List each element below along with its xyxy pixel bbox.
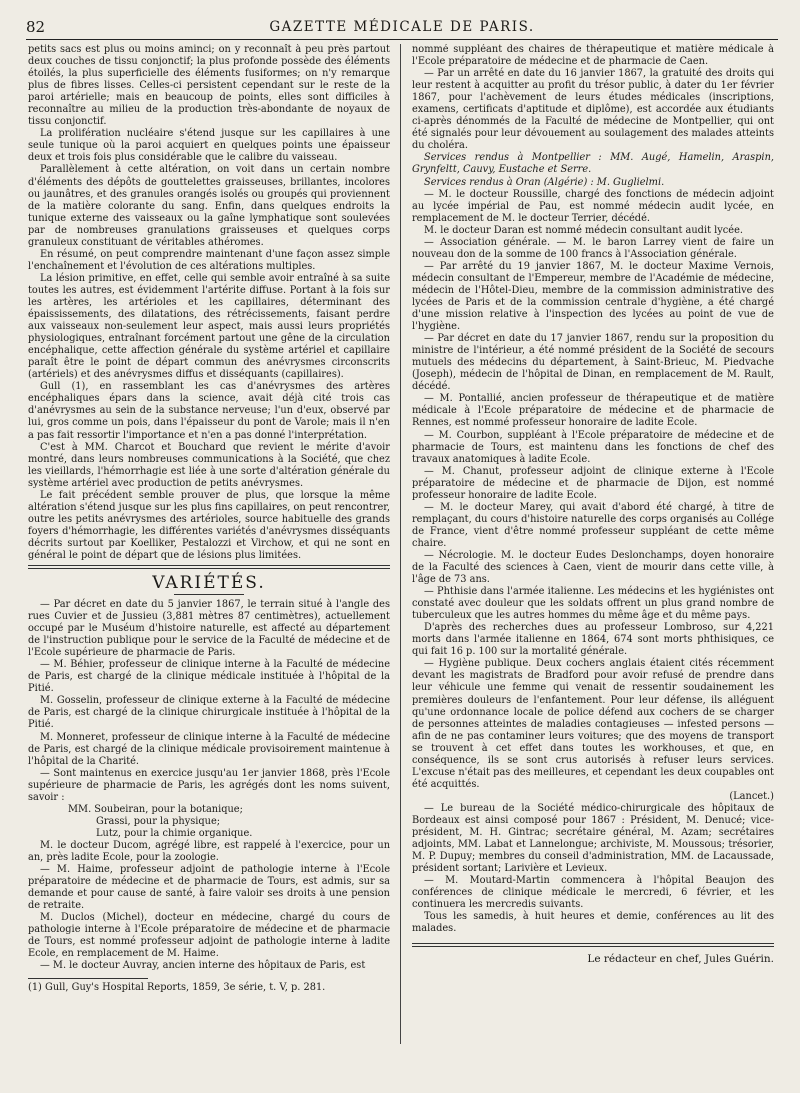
- paragraph: Gull (1), en rassemblant les cas d'anévrysmes des artères encéphaliques épars dans la science, avait déjà cité trois cas d'anévrysmes au sein de la substance nerveuse; l'un d'eux, observé par lui, gros comme un pois, dans l'épaisseur du pont de Varole; mais il n'en a pas fait ressortir l'importance et n'en a pas donné l'interprétation.: [28, 381, 390, 441]
- paragraph: — Phthisie dans l'armée italienne. Les médecins et les hygiénistes ont constaté avec douleur que les soldats offrent un plus grand nombre de tuberculeux que les autres hommes du même âge et du même pays.: [412, 586, 774, 622]
- paragraph: M. Monneret, professeur de clinique interne à la Faculté de médecine de Paris, est chargé de la clinique médicale provisoirement maintenue à l'hôpital de la Charité.: [28, 731, 390, 767]
- paragraph: — Par arrêté du 19 janvier 1867, M. le docteur Maxime Vernois, médecin consultant de l'Empereur, membre de l'Académie de médecine, médecin de l'Hôtel-Dieu, membre de la commission administrative des lycées de Paris et de la commission centrale d'hygiène, a été chargé d'une mission relative à l'inspection des lycées au point de vue de l'hygiène.: [412, 260, 774, 333]
- paragraph: La prolifération nucléaire s'étend jusque sur les capillaires à une seule tunique où la paroi acquiert en quelques points une épaisseur deux et trois fois plus considérable que le calibre du vaisseau.: [28, 128, 390, 164]
- footnote-rule: [28, 978, 148, 979]
- paragraph: nommé suppléant des chaires de thérapeutique et matière médicale à l'Ecole préparatoire de médecine et de pharmacie de Caen.: [412, 44, 774, 68]
- paragraph: Parallèlement à cette altération, on voit dans un certain nombre d'éléments des dépôts de gouttelettes graisseuses, brillantes, incolores ou jaunâtres, et des granules orangés isolés ou groupés qui proviennent de la matière colorante du sang. Enfin, dans quelques endroits la tunique externe des vaisseaux ou la gaîne lymphatique sont soulevées par de nombreuses granulations graisseuses et quelques corps granuleux constituant de véritables athéromes.: [28, 164, 390, 248]
- section-title-rule: [174, 594, 244, 595]
- paragraph: D'après des recherches dues au professeur Lombroso, sur 4,221 morts dans l'armée italienne en 1864, 674 sont morts phthisiques, ce qui fait 16 p. 100 sur la mortalité générale.: [412, 622, 774, 658]
- paragraph: Services rendus à Oran (Algérie) : M. Guglielmi.: [424, 176, 665, 188]
- right-column: [412, 44, 774, 1044]
- paragraph: petits sacs est plus ou moins aminci; on y reconnaît à peu près partout deux couches de tissu conjonctif; la plus profonde possède des éléments étoilés, la plus superficielle des éléments fusiformes; on n'y remarque plus de fibres lisses. Celles-ci persistent cependant sur le reste de la paroi artérielle; mais en beaucoup de points, elles sont difficiles à reconnaître au milieu de la production très-abondante de noyaux de tissu conjonctif.: [28, 44, 390, 128]
- paragraph: — Association générale. — M. le baron Larrey vient de faire un nouveau don de la somme de 100 francs à l'Association générale.: [412, 236, 774, 260]
- left-column: [28, 44, 390, 1044]
- page-header: [26, 16, 778, 40]
- paragraph: Le fait précédent semble prouver de plus, que lorsque la même altération s'étend jusque sur les plus fins capillaires, on peut rencontrer, outre les petits anévrysmes des artérioles, source habituelle des grands foyers d'hémorrhagie, les différentes variétés d'anévrysmes disséquants décrits surtout par Koelliker, Pestalozzi et Virchow, et qui ne sont en général le point de départ que de lésions plus limitées.: [28, 489, 390, 561]
- paragraph: — M. le docteur Auvray, ancien interne des hôpitaux de Paris, est: [40, 960, 366, 972]
- paragraph: Services rendus à Montpellier : MM. Augé, Hamelin, Araspin, Grynfeltt, Cauvy, Eustache et Serre.: [412, 152, 774, 176]
- paragraph: — Par un arrêté en date du 16 janvier 1867, la gratuité des droits qui leur restent à acquitter au profit du trésor public, à dater du 1er février 1867, pour l'achèvement de leurs études médicales (inscriptions, examens, certificats d'aptitude et diplôme), est accordée aux étudiants ci-après dénommés de la Faculté de médecine de Montpellier, qui ont été signalés pour leur dévouement au soulagement des malades atteints du choléra.: [412, 68, 774, 152]
- header-rule: [26, 39, 778, 40]
- list-item: Lutz, pour la chimie organique.: [96, 827, 253, 839]
- page-number: 82: [26, 18, 46, 36]
- paragraph: — M. le docteur Roussille, chargé des fonctions de médecin adjoint au lycée impérial de Pau, est nommé médecin audit lycée, en remplacement de M. le docteur Terrier, décédé.: [412, 188, 774, 224]
- list-item: Grassi, pour la physique;: [96, 815, 221, 827]
- paragraph: M. le docteur Daran est nommé médecin consultant audit lycée.: [424, 224, 743, 236]
- paragraph: — Hygiène publique. Deux cochers anglais étaient cités récemment devant les magistrats de Bradford pour avoir refusé de prendre dans leur véhicule une femme qui venait de ressentir soudainement les premières douleurs de l'enfantement. Pour leur défense, ils alléguent qu'une ordonnance locale de police défend aux cochers de se charger de personnes atteintes de maladies contagieuses — infested persons — afin de ne pas contaminer leurs voitures; que des moyens de transport se trouvent à cet effet dans toutes les workhouses, et que, en conséquence, ils se sont crus autorisés à refuser leurs services. L'excuse n'était pas des meilleures, et cependant les deux coupables ont été acquittés.: [412, 658, 774, 790]
- editor-signature: Le rédacteur en chef, Jules Guérin.: [587, 953, 774, 966]
- paragraph: — M. Chanut, professeur adjoint de clinique externe à l'Ecole préparatoire de médecine et de pharmacie de Dijon, est nommé professeur honoraire de ladite Ecole.: [412, 465, 774, 501]
- paragraph: — M. Moutard-Martin commencera à l'hôpital Beaujon des conférences de clinique médicale le mercredi, 6 février, et les continuera les mercredis suivants.: [412, 875, 774, 911]
- paragraph: En résumé, on peut comprendre maintenant d'une façon assez simple l'enchaînement et l'évolution de ces altérations multiples.: [28, 248, 390, 272]
- paragraph: — M. Béhier, professeur de clinique interne à la Faculté de médecine de Paris, est chargé de la clinique médicale instituée à l'hôpital de la Pitié.: [28, 659, 390, 695]
- paragraph: C'est à MM. Charcot et Bouchard que revient le mérite d'avoir montré, dans leurs nombreuses communications à la Société, que chez les vieillards, l'hémorrhagie est liée à une sorte d'altération générale du système artériel avec production de petits anévrysmes.: [28, 441, 390, 489]
- section-separator: [28, 565, 390, 569]
- paragraph: — M. Haime, professeur adjoint de pathologie interne à l'Ecole préparatoire de médecine et de pharmacie de Tours, est admis, sur sa demande et pour cause de santé, à faire valoir ses droits à une pension de retraite.: [28, 864, 390, 912]
- footnote: (1) Gull, Guy's Hospital Reports, 1859, 3e série, t. V, p. 281.: [28, 982, 326, 994]
- paragraph: — M. le docteur Marey, qui avait d'abord été chargé, à titre de remplaçant, du cours d'histoire naturelle des corps organisés au Collége de France, vient d'être nommé professeur suppléant de cette même chaire.: [412, 501, 774, 549]
- paragraph: — Le bureau de la Société médico-chirurgicale des hôpitaux de Bordeaux est ainsi composé pour 1867 : Président, M. Denucé; vice-président, M. H. Gintrac; secrétaire général, M. Azam; secrétaires adjoints, MM. Labat et Lannelongue; archiviste, M. Moussous; trésorier, M. P. Dupuy; membres du conseil d'administration, MM. de Lacaussade, président sortant; Larivière et Levieux.: [412, 802, 774, 875]
- paragraph: M. Duclos (Michel), docteur en médecine, chargé du cours de pathologie interne à l'Ecole préparatoire de médecine et de pharmacie de Tours, est nommé professeur adjoint de pathologie interne à ladite Ecole, en remplacement de M. Haime.: [28, 912, 390, 960]
- source-attribution: (Lancet.): [729, 790, 774, 802]
- paragraph: — Par décret en date du 5 janvier 1867, le terrain situé à l'angle des rues Cuvier et de Jussieu (3,881 mètres 87 centimètres), actuellement occupé par le Muséum d'histoire naturelle, est affecté au département de l'instruction publique pour le service de la Faculté de médecine et de l'Ecole supérieure de pharmacie de Paris.: [28, 599, 390, 659]
- list-item: MM. Soubeiran, pour la botanique;: [68, 803, 243, 815]
- journal-title: GAZETTE MÉDICALE DE PARIS.: [269, 19, 535, 35]
- column-divider: [400, 44, 401, 1044]
- paragraph: M. Gosselin, professeur de clinique externe à la Faculté de médecine de Paris, est chargé de la clinique chirurgicale instituée à l'hôpital de la Pitié.: [28, 695, 390, 731]
- paragraph: — M. Courbon, suppléant à l'Ecole préparatoire de médecine et de pharmacie de Tours, est maintenu dans les fonctions de chef des travaux anatomiques à ladite Ecole.: [412, 429, 774, 465]
- paragraph: — Par décret en date du 17 janvier 1867, rendu sur la proposition du ministre de l'intérieur, a été nommé président de la Société de secours mutuels des médecins du département, à Saint-Brieuc, M. Piedvache (Joseph), médecin de l'hôpital de Dinan, en remplacement de M. Rault, décédé.: [412, 333, 774, 393]
- paragraph: M. le docteur Ducom, agrégé libre, est rappelé à l'exercice, pour un an, près ladite Ecole, pour la zoologie.: [28, 839, 390, 863]
- paragraph: Tous les samedis, à huit heures et demie, conférences au lit des malades.: [412, 911, 774, 935]
- paragraph: La lésion primitive, en effet, celle qui semble avoir entraîné à sa suite toutes les autres, est évidemment l'artérite diffuse. Portant à la fois sur les artères, les artérioles et les capillaires, déterminant des épaississements, des dilatations, des rétrécissements, faisant perdre aux vaisseaux non-seulement leur aspect, mais aussi leurs propriétés physiologiques, entraînant forcément partout une gêne de la circulation encéphalique, cette affection générale du système artériel et capillaire paraît être le point de départ commun des anévrysmes circonscrits (artériels) et des anévrysmes diffus et disséquants (capillaires).: [28, 272, 390, 381]
- paragraph: — Sont maintenus en exercice jusqu'au 1er janvier 1868, près l'Ecole supérieure de pharmacie de Paris, les agrégés dont les noms suivent, savoir :: [28, 767, 390, 803]
- paragraph: — M. Pontallié, ancien professeur de thérapeutique et de matière médicale à l'Ecole préparatoire de médecine et de pharmacie de Rennes, est nommé professeur honoraire de ladite Ecole.: [412, 393, 774, 429]
- section-separator: [412, 943, 774, 947]
- paragraph: — Nécrologie. M. le docteur Eudes Deslonchamps, doyen honoraire de la Faculté des sciences à Caen, vient de mourir dans cette ville, à l'âge de 73 ans.: [412, 549, 774, 586]
- section-title: VARIÉTÉS.: [152, 573, 266, 594]
